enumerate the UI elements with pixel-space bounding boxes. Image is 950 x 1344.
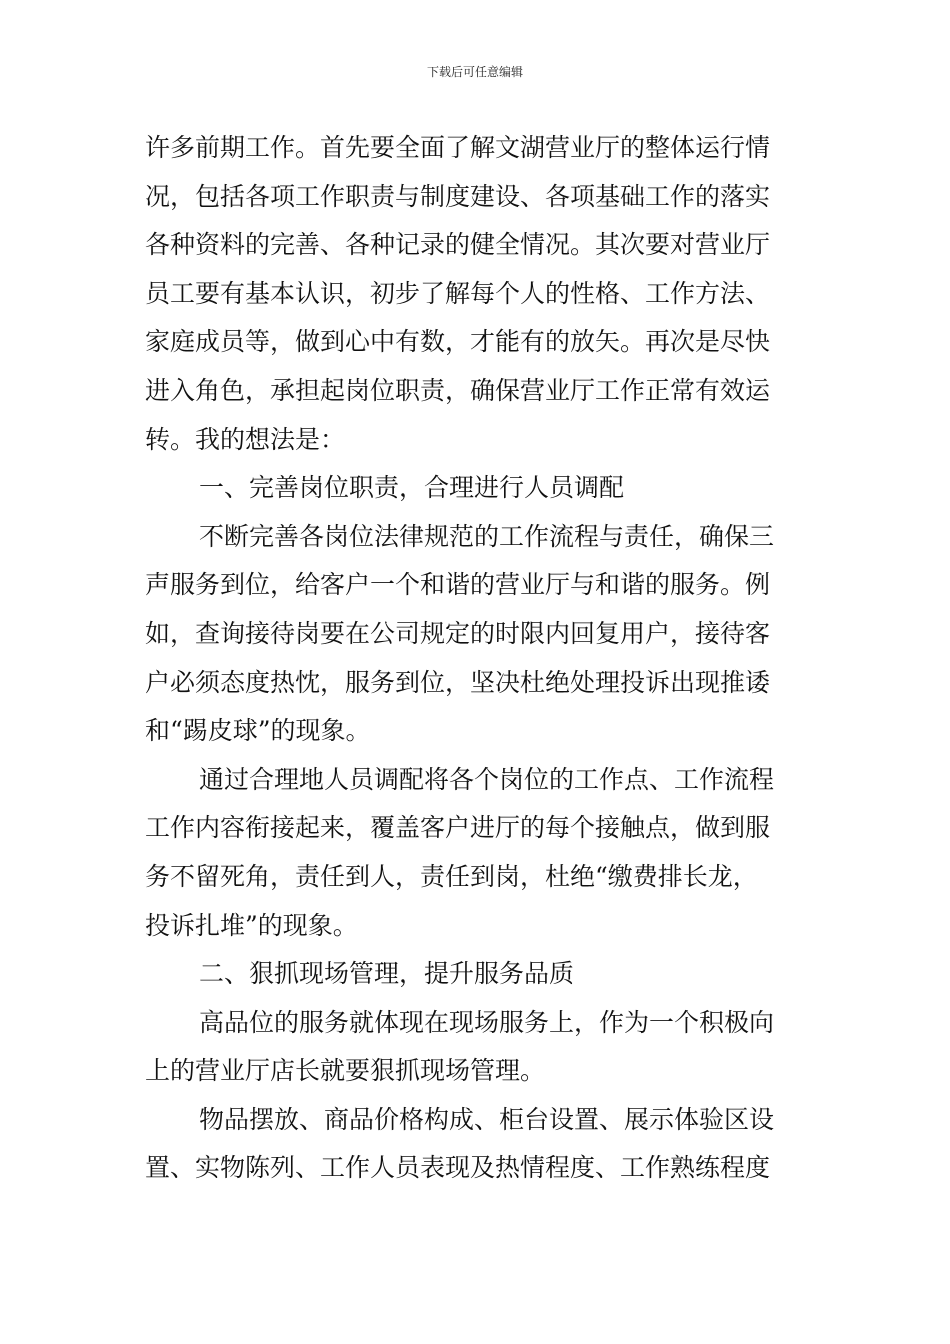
paragraph-1 bbox=[145, 124, 807, 464]
text-line: 上的营业厅店长就要狠抓现场管理。 bbox=[145, 1056, 546, 1086]
paragraph-5 bbox=[145, 1096, 807, 1193]
text-line: 户必须态度热忱，服务到位，坚决杜绝处理投诉出现推诿 bbox=[145, 667, 771, 697]
text-line: 务不留死角，责任到人，责任到岗，杜绝“缴费排长龙， bbox=[145, 861, 758, 891]
text-line: 许多前期工作。首先要全面了解文湖营业厅的整体运行情 bbox=[145, 133, 771, 162]
text-line: 员工要有基本认识，初步了解每个人的性格、工作方法、 bbox=[145, 278, 771, 308]
section-heading-1: 一、完善岗位职责，合理进行人员调配 bbox=[199, 473, 625, 503]
text-line: 转。我的想法是： bbox=[145, 424, 346, 454]
text-line: 高品位的服务就体现在现场服务上，作为一个积极向 bbox=[199, 1007, 775, 1037]
text-line: 和“踢皮球”的现象。 bbox=[145, 716, 371, 746]
text-line: 进入角色，承担起岗位职责，确保营业厅工作正常有效运 bbox=[145, 375, 771, 405]
document-body bbox=[145, 124, 807, 1193]
text-line: 不断完善各岗位法律规范的工作流程与责任，确保三 bbox=[199, 521, 775, 551]
paragraph-3 bbox=[145, 756, 807, 950]
paragraph-2 bbox=[145, 513, 807, 756]
text-line: 各种资料的完善、各种记录的健全情况。其次要对营业厅 bbox=[145, 230, 771, 260]
paragraph-4 bbox=[145, 999, 807, 1096]
text-line: 物品摆放、商品价格构成、柜台设置、展示体验区设 bbox=[199, 1104, 775, 1134]
text-line: 置、实物陈列、工作人员表现及热情程度、工作熟练程度 bbox=[145, 1153, 771, 1183]
text-line: 工作内容衔接起来，覆盖客户进厅的每个接触点，做到服 bbox=[145, 813, 771, 843]
text-line: 家庭成员等，做到心中有数，才能有的放矢。再次是尽快 bbox=[145, 327, 771, 357]
text-line: 况，包括各项工作职责与制度建设、各项基础工作的落实 bbox=[145, 181, 771, 211]
text-line: 通过合理地人员调配将各个岗位的工作点、工作流程 bbox=[199, 764, 775, 794]
text-line: 如，查询接待岗要在公司规定的时限内回复用户，接待客 bbox=[145, 618, 771, 648]
section-heading-2: 二、狠抓现场管理，提升服务品质 bbox=[199, 959, 575, 989]
text-line: 投诉扎堆”的现象。 bbox=[145, 910, 358, 940]
text-line: 声服务到位，给客户一个和谐的营业厅与和谐的服务。例 bbox=[145, 570, 771, 600]
page-header-note: 下载后可任意编辑 bbox=[426, 65, 523, 79]
